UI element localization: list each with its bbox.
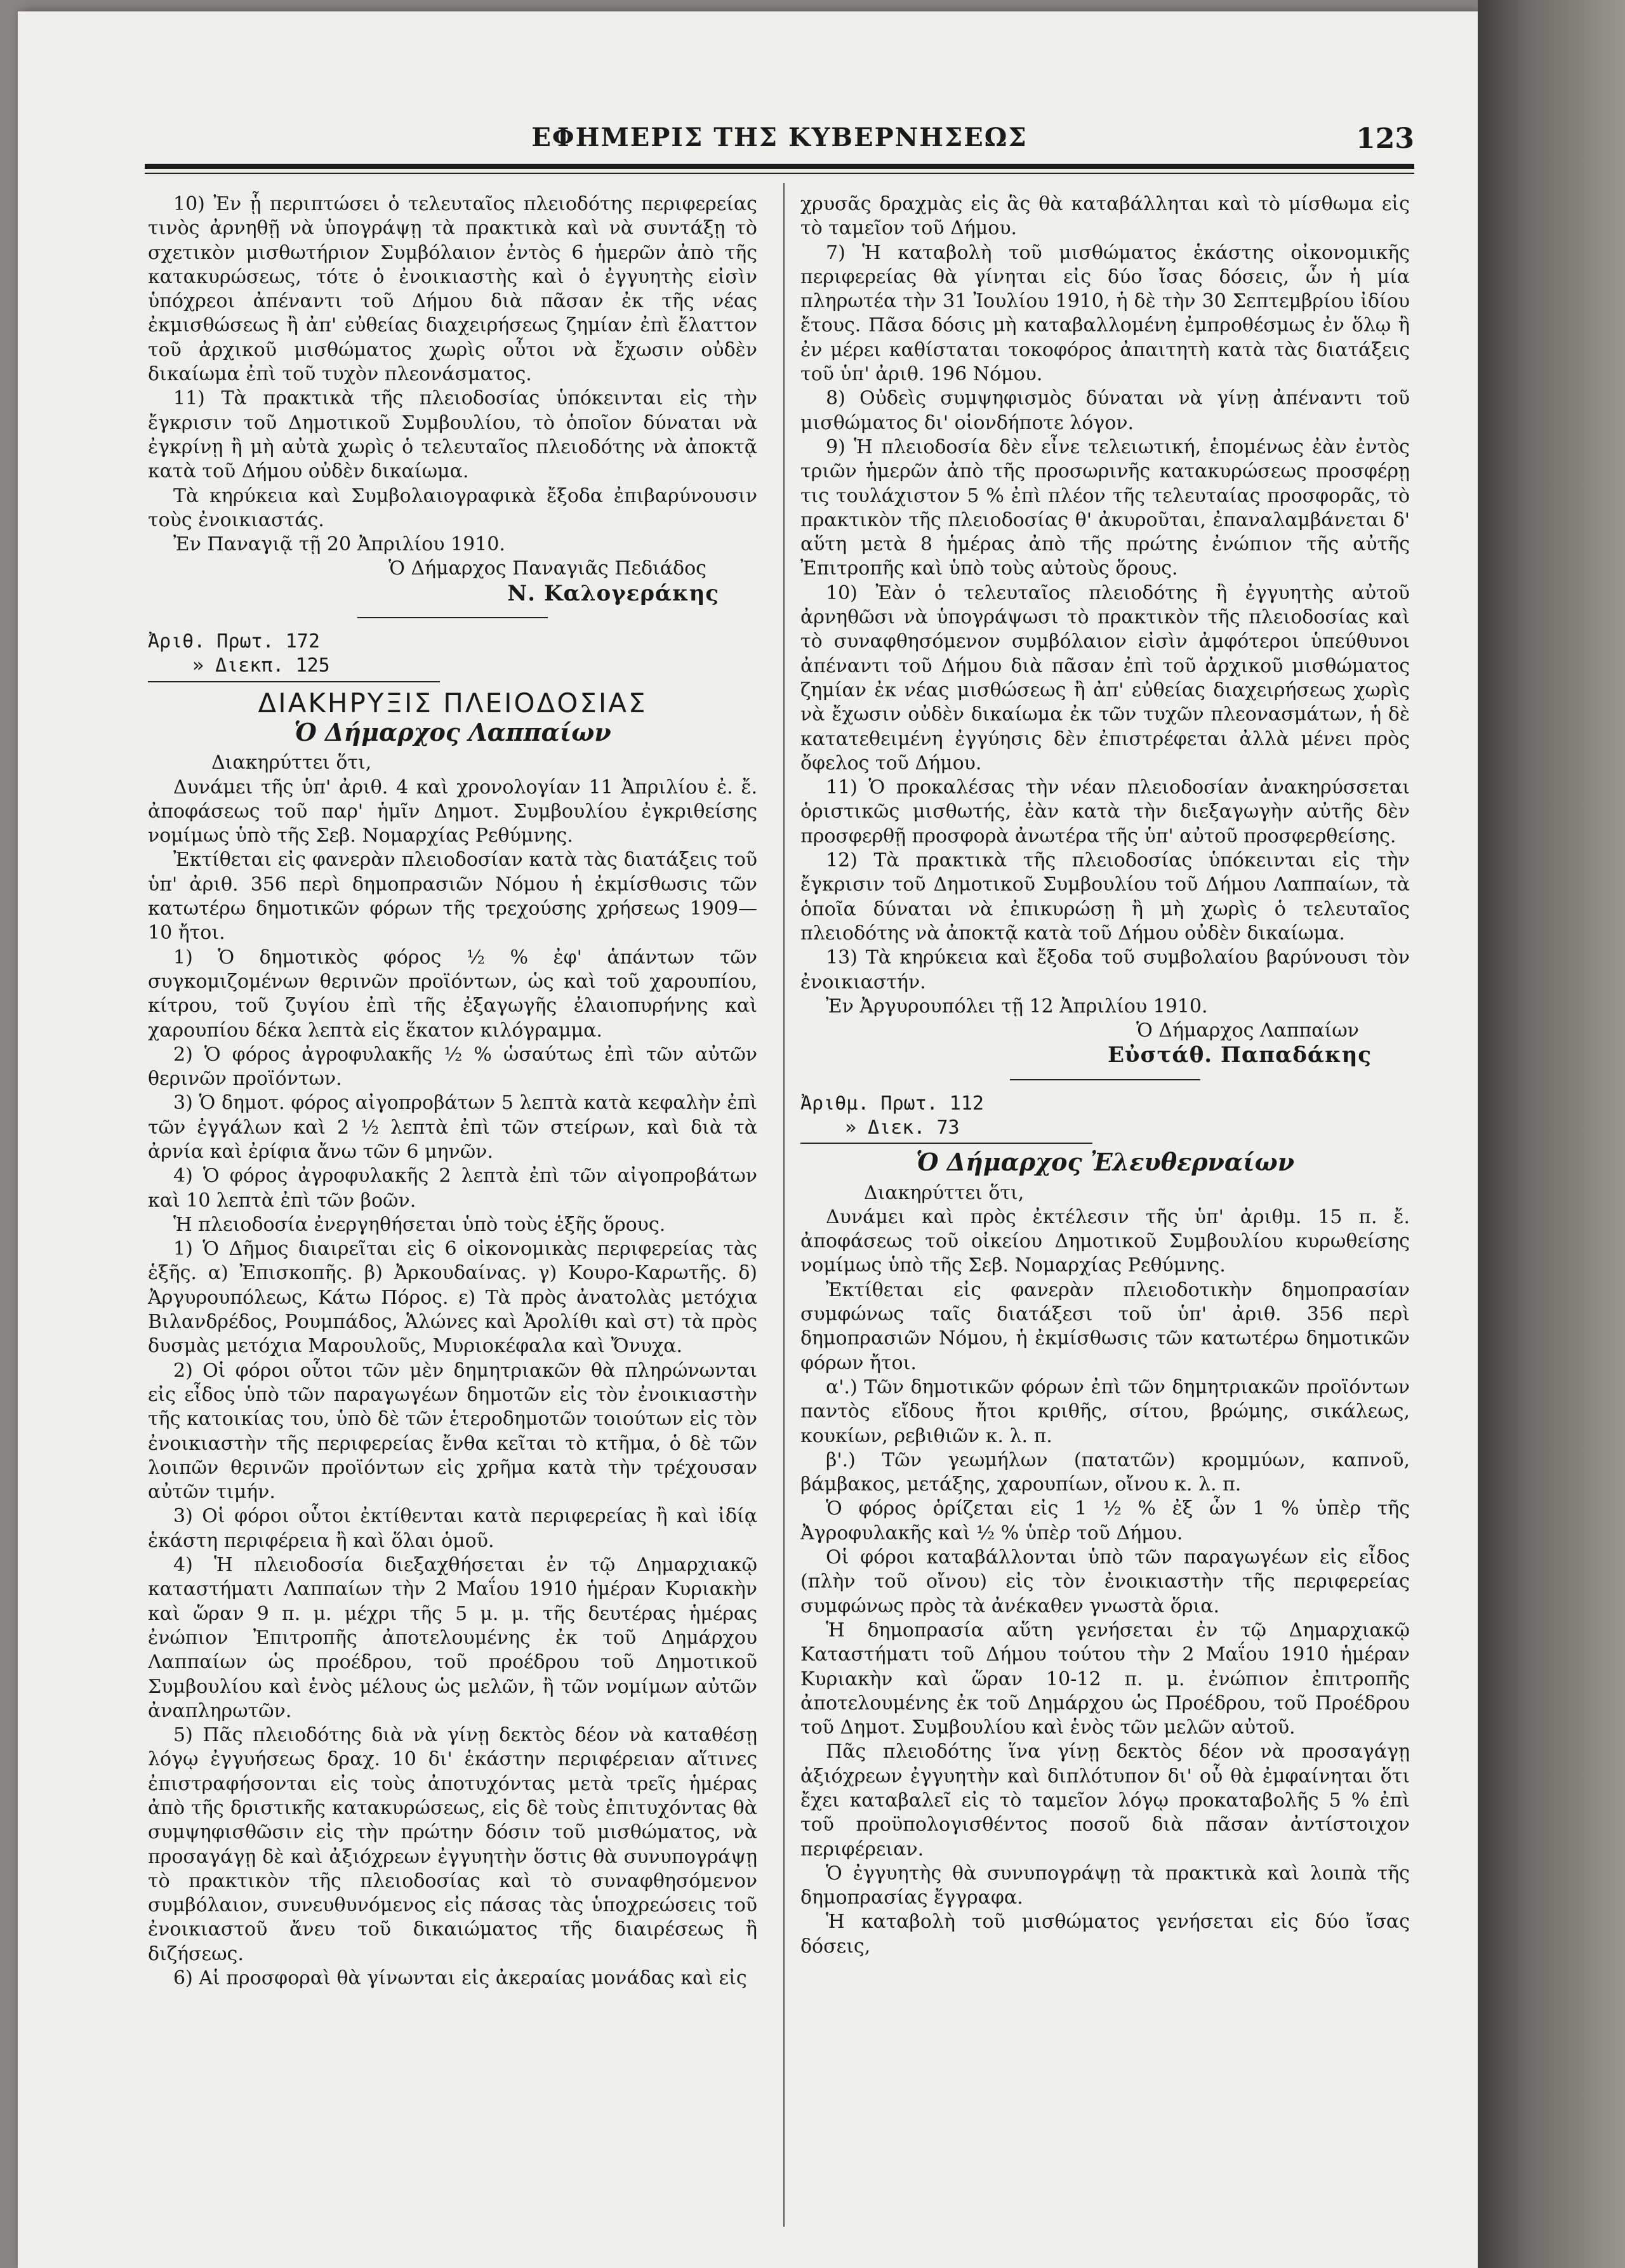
right-paragraph: Πᾶς πλειοδότης ἵνα γίνῃ δεκτὸς δέον νὰ προσαγάγῃ ἀξιόχρεων ἐγγυητὴν καὶ διπλότυπον δι' οὗ θὰ ἐμφαίνηται ὅτι ἔχει καταβαλεῖ εἰς τὸ ταμεῖον λόγῳ προκαταβολῆς 5 % ἐπὶ τοῦ προϋπολογισθέντος ποσοῦ διὰ πᾶσαν ἀντίστοιχον περιφέρειαν. [800,1741,1410,1860]
separator-rule [1010,1079,1200,1080]
header-rule-thin [145,173,1414,174]
separator-rule [357,617,548,618]
left-paragraph: Ἐκτίθεται εἰς φανερὰν πλειοδοσίαν κατὰ τὰς διατάξεις τοῦ ὑπ' ἀριθ. 356 περὶ δημοπρασιῶν Νόμου ἡ ἐκμίσθωσις τῶν κατωτέρω δημοτικῶν φόρων τῆς τρεχούσης χρήσεως 1909—10 ἤτοι. [148,849,757,945]
right-paragraph: 11) Ὁ προκαλέσας τὴν νέαν πλειοδοσίαν ἀνακηρύσσεται ὁριστικῶς μισθωτής, ἐὰν κατὰ τὴν διεξαγωγὴν αὐτῆς δὲν προσφερθῇ προσφορὰ ἀνωτέρα τῆς ὑπ' αὐτοῦ προσφερθείσης. [800,776,1410,847]
issuer-heading: Ὁ Δήμαρχος Λαππαίων [294,717,611,746]
newspaper-title: ΕΦΗΜΕΡΙΣ ΤΗΣ ΚΥΒΕΡΝΗΣΕΩΣ [531,123,1028,152]
right-paragraph: Ἐκτίθεται εἰς φανερὰν πλειοδοτικὴν δημοπρασίαν συμφώνως ταῖς διατάξεσι τοῦ ὑπ' ἀριθ. 356 περὶ δημοπρασιῶν Νόμου, ἡ ἐκμίσθωσις τῶν κατωτέρω δημοτικῶν φόρων ἤτοι. [800,1278,1410,1374]
left-column [148,192,757,1991]
signature-title: Ὁ Δήμαρχος Λαππαίων [1136,1019,1359,1042]
left-paragraph: 4) Ἡ πλειοδοσία διεξαχθήσεται ἐν τῷ Δημαρχιακῷ καταστήματι Λαππαίων τὴν 2 Μαΐου 1910 ἡμέραν Κυριακὴν καὶ ὥραν 9 π. μ. μέχρι τῆς 5 μ. μ. τῆς δευτέρας ἡμέρας ἐνώπιον Ἐπιτροπῆς ἀποτελουμένης ἐκ τοῦ Δημάρχου Λαππαίων ὡς προέδρου, τοῦ προέδρου τοῦ Δημοτικοῦ Συμβουλίου καὶ ἑνὸς μέλους ὡς μελῶν, ἢ τῶν νομίμων αὐτῶν ἀναπληρωτῶν. [148,1554,757,1722]
right-paragraph: 7) Ἡ καταβολὴ τοῦ μισθώματος ἑκάστης οἰκονομικῆς περιφερείας θὰ γίνηται εἰς δύο ἴσας δόσεις, ὧν ἡ μία πληρωτέα τὴν 31 Ἰουλίου 1910, ἡ δὲ τὴν 30 Σεπτεμβρίου ἰδίου ἔτους. Πᾶσα δόσις μὴ καταβαλλομένη ἐμπροθέσμως ἐν ὅλῳ ἢ ἐν μέρει καθίσταται τοκοφόρος ἀπαιτητὴ κατὰ τὰς διατάξεις τοῦ ὑπ' ἀριθ. 196 Νόμου. [800,241,1410,386]
newspaper-page [18,11,1478,2268]
protocol-sub-number: 73 [936,1116,960,1139]
signature-name: Εὐστάθ. Παπαδάκης [1107,1042,1372,1068]
declares-line: Διακηρύττει ὅτι, [211,752,372,774]
right-column [800,192,1410,1959]
left-paragraph: 6) Αἱ προσφοραὶ θὰ γίνωνται εἰς ἀκεραίας μονάδας καὶ εἰς [173,1967,747,1990]
left-paragraph: 2) Οἱ φόροι οὗτοι τῶν μὲν δημητριακῶν θὰ πληρώνωνται εἰς εἶδος ὑπὸ τῶν παραγωγέων δημοτῶν εἰς τὸν ἐνοικιαστὴν τῆς κατοικίας του, ὑπὸ δὲ τῶν ἑτεροδημοτῶν τοιούτων εἰς τὸν ἐνοικιαστὴν τῆς περιφερείας ἔνθα κεῖται τὸ κτῆμα, ὁ δὲ τῶν λοιπῶν θερινῶν προϊόντων εἰς χρῆμα κατὰ τὴν τρέχουσαν αὐτῶν τιμήν. [148,1359,757,1504]
left-paragraph: Τὰ κηρύκεια καὶ Συμβολαιογραφικὰ ἔξοδα ἐπιβαρύνουσιν τοὺς ἐνοικιαστάς. [148,484,757,531]
book-spine [1478,0,1625,2268]
left-paragraph: 1) Ὁ Δῆμος διαιρεῖται εἰς 6 οἰκονομικὰς περιφερείας τὰς ἑξῆς. α) Ἐπισκοπῆς. β) Ἀρκουδαίνας. γ) Κουρο-Καρωτῆς. δ) Ἀργυρουπόλεως, Κάτω Πόρος. ε) Τὰ πρὸς ἀνατολὰς μετόχια Βιλανδρέδος, Ρουμπάδος, Ἁλώνες καὶ Ἀρολίθι καὶ στ) τὰ πρὸς δυσμὰς μετόχια Μαρουλοῦς, Μυριοκέφαλα καὶ Ὄνυχα. [148,1238,757,1358]
protocol-sub-label: » Διεκπ. [192,654,284,677]
left-paragraph: 2) Ὁ φόρος ἀγροφυλακῆς ½ % ὡσαύτως ἐπὶ τῶν αὐτῶν θερινῶν προϊόντων. [148,1043,757,1091]
signature-name: Ν. Καλογεράκης [507,580,719,606]
right-paragraph: Ἡ δημοπρασία αὕτη γενήσεται ἐν τῷ Δημαρχιακῷ Καταστήματι τοῦ Δήμου τούτου τὴν 2 Μαΐου 1910 ἡμέραν Κυριακὴν καὶ ὥραν 10-12 π. μ. ἐνώπιον ἐπιτροπῆς ἀποτελουμένης ἐκ τοῦ Δημάρχου ὡς Προέδρου, τοῦ Προέδρου τοῦ Δημοτ. Συμβουλίου καὶ ἑνὸς τῶν μελῶν αὐτοῦ. [800,1619,1410,1739]
right-paragraph: 8) Οὐδεὶς συμψηφισμὸς δύναται νὰ γίνῃ ἀπέναντι τοῦ μισθώματος δι' οἱονδήποτε λόγον. [800,387,1410,434]
signature-title: Ὁ Δήμαρχος Παναγιᾶς Πεδιάδος [388,557,706,580]
place-date: Ἐν Παναγιᾷ τῇ 20 Ἀπριλίου 1910. [173,533,505,556]
page-number: 123 [1356,123,1414,155]
right-paragraph: 10) Ἐὰν ὁ τελευταῖος πλειοδότης ἢ ἐγγυητὴς αὐτοῦ ἀρνηθῶσι νὰ ὑπογράψωσι τὸ πρακτικὸν τῆς πλειοδοσίας καὶ τὸ συναφθησόμενον συμβόλαιον εἰσὶν ἀμφότεροι ὑπεύθυνοι ἀπέναντι τοῦ Δήμου διὰ πᾶσαν ἐπὶ τοῦ ἀρχικοῦ μισθώματος ζημίαν ἐκ νέας μισθώσεως ἢ ἀπ' εὐθείας διαχειρήσεως χωρὶς νὰ ἔχωσιν οὐδὲν δικαίωμα ἐκ τῶν τυχῶν πλεονασμάτων, ἡ δὲ κατατεθειμένη ἐγγύησις δὲν ἐπιστρέφεται ἀλλὰ μένει πρὸς ὄφελος τοῦ Δήμου. [800,581,1410,774]
left-paragraph: 10) Ἐν ᾗ περιπτώσει ὁ τελευταῖος πλειοδότης περιφερείας τινὸς ἀρνηθῇ νὰ ὑπογράψῃ τὰ πρακτικὰ καὶ νὰ συντάξῃ τὸ σχετικὸν μισθωτήριον Συμβόλαιον ἐντὸς 6 ἡμερῶν ἀπὸ τῆς κατακυρώσεως, τότε ὁ ἐνοικιαστὴς καὶ ὁ ἐγγυητὴς εἰσὶν ὑπόχρεοι ἀπέναντι τοῦ Δήμου διὰ πᾶσαν ἐκ τῆς νέας ἐκμισθώσεως ἢ ἀπ' εὐθείας διαχειρήσεως ζημίαν ἐπὶ ἔλαττον τοῦ ἀρχικοῦ μισθώματος χωρὶς οὗτοι νὰ ἔχωσιν οὐδὲν δικαίωμα ἐπὶ τοῦ τυχὸν πλεονάσματος. [148,193,757,386]
right-paragraph: Οἱ φόροι καταβάλλονται ὑπὸ τῶν παραγωγέων εἰς εἶδος (πλὴν τοῦ οἴνου) εἰς τὸν ἐνοικιαστὴν τῆς περιφερείας συμφώνως πρὸς τὰ ἀνέκαθεν γνωστὰ ὅρια. [800,1546,1410,1617]
protocol-sub [148,654,757,678]
left-paragraph: 11) Τὰ πρακτικὰ τῆς πλειοδοσίας ὑπόκεινται εἰς τὴν ἔγκρισιν τοῦ Δημοτικοῦ Συμβουλίου, τὸ ὁποῖον δύναται νὰ ἐγκρίνῃ ἢ μὴ αὐτὰ χωρὶς ὁ τελευταῖος πλειοδότης νὰ ἀποκτᾷ κατὰ τοῦ Δήμου οὐδὲν δικαίωμα. [148,387,757,483]
running-head [145,123,1414,161]
declares-line: Διακηρύττει ὅτι, [864,1181,1025,1204]
protocol-rule [148,681,440,682]
left-paragraph: 4) Ὁ φόρος ἀγροφυλακῆς 2 λεπτὰ ἐπὶ τῶν αἰγοπροβάτων καὶ 10 λεπτὰ ἐπὶ τῶν βοῶν. [148,1165,757,1212]
left-paragraph: 5) Πᾶς πλειοδότης διὰ νὰ γίνῃ δεκτὸς δέον νὰ καταθέσῃ λόγῳ ἐγγυήσεως δραχ. 10 δι' ἑκάστην περιφέρειαν αἵτινες ἐπιστραφήσονται εἰς τοὺς ἀποτυχόντας μετὰ τρεῖς ἡμέρας ἀπὸ τῆς δριστικῆς κατακυρώσεως, εἰς δὲ τοὺς ἐπιτυχόντας θὰ συμψηφισθῶσιν εἰς τὴν πρώτην δόσιν τοῦ μισθώματος, νὰ προσαγάγῃ δὲ καὶ ἀξιόχρεων ἐγγυητὴν ὅστις θὰ συνυπογράψῃ τὸ πρακτικὸν τῆς πλειοδοσίας καὶ τὸ συναφθησόμενον συμβόλαιον, συνευθυνόμενος εἰς πάσας τὰς ὑποχρεώσεις τοῦ ἐνοικιαστοῦ ἄνευ τοῦ δικαιώματος τῆς διαιρέσεως ἢ διζήσεως. [148,1724,757,1965]
right-paragraph: 9) Ἡ πλειοδοσία δὲν εἶνε τελειωτική, ἑπομένως ἐὰν ἐντὸς τριῶν ἡμερῶν ἀπὸ τῆς προσωρινῆς κατακυρώσεως προσφέρῃ τις τουλάχιστον 5 % ἐπὶ πλέον τῆς τελευταίας προσφορᾶς, τὸ πρακτικὸν τῆς πλειοδοσίας θ' ἀκυροῦται, ἐπαναλαμβάνεται δ' αὕτη μετὰ 8 ἡμέρας ἀπὸ τῆς πρώτης ἐνώπιον τῆς αὐτῆς Ἐπιτροπῆς καὶ ὑπὸ τοὺς αὐτοὺς ὅρους. [800,435,1410,580]
protocol-number: Ἀριθ. Πρωτ. 172 [148,630,320,653]
protocol-rule [800,1143,1092,1144]
right-paragraph: Ὁ φόρος ὁρίζεται εἰς 1 ½ % ἐξ ὧν 1 % ὑπὲρ τῆς Ἀγροφυλακῆς καὶ ½ % ὑπὲρ τοῦ Δήμου. [800,1497,1410,1544]
left-paragraph: Ἡ πλειοδοσία ἐνεργηθήσεται ὑπὸ τοὺς ἑξῆς ὅρους. [173,1213,666,1236]
right-paragraph: β'.) Τῶν γεωμήλων (πατατῶν) κρομμύων, καπνοῦ, βάμβακος, μετάξης, χαρουπίων, οἴνου κ. λ. π. [800,1449,1410,1496]
left-paragraph: 3) Οἱ φόροι οὗτοι ἐκτίθενται κατὰ περιφερείας ἢ καὶ ἰδίᾳ ἑκάστη περιφέρεια ἢ καὶ ὅλαι ὁμοῦ. [148,1505,757,1552]
issuer-heading: Ὁ Δήμαρχος Ἐλευθερναίων [915,1148,1295,1177]
right-paragraph: α'.) Τῶν δημοτικῶν φόρων ἐπὶ τῶν δημητριακῶν προϊόντων παντὸς εἴδους ἤτοι κριθῆς, σίτου, βρώμης, σικάλεως, κουκίων, ρεβιθιῶν κ. λ. π. [800,1376,1410,1447]
right-paragraph: Ἡ καταβολὴ τοῦ μισθώματος γενήσεται εἰς δύο ἴσας δόσεις, [800,1911,1410,1958]
left-paragraph: 3) Ὁ δημοτ. φόρος αἰγοπροβάτων 5 λεπτὰ κατὰ κεφαλὴν ἐπὶ τῶν ἐγγάλων καὶ 2 ½ λεπτὰ ἐπὶ τῶν στείρων, καὶ διὰ τὰ ἀρνία καὶ ἐρίφια ἄνω τῶν 6 μηνῶν. [148,1092,757,1163]
protocol-number: Ἀριθμ. Πρωτ. 112 [800,1092,984,1115]
right-paragraph: χρυσᾶς δραχμὰς εἰς ἃς θὰ καταβάλληται καὶ τὸ μίσθωμα εἰς τὸ ταμεῖον τοῦ Δήμου. [800,193,1410,240]
right-paragraph: 12) Τὰ πρακτικὰ τῆς πλειοδοσίας ὑπόκεινται εἰς τὴν ἔγκρισιν τοῦ Δημοτικοῦ Συμβουλίου τοῦ Δήμου Λαππαίων, τὰ ὁποῖα δύναται νὰ ἐπικυρώσῃ ἢ μὴ χωρὶς ὁ τελευταῖος πλειοδότης νὰ ἀποκτᾷ κατὰ τοῦ Δήμου οὐδὲν δικαίωμα. [800,849,1410,945]
right-paragraph: 13) Τὰ κηρύκεια καὶ ἔξοδα τοῦ συμβολαίου βαρύνουσι τὸν ἐνοικιαστήν. [800,946,1410,993]
left-paragraph: Δυνάμει τῆς ὑπ' ἀριθ. 4 καὶ χρονολογίαν 11 Ἀπριλίου ἐ. ἔ. ἀποφάσεως τοῦ παρ' ἡμῖν Δημοτ. Συμβουλίου ἐγκριθείσης νομίμως ὑπὸ τῆς Σεβ. Νομαρχίας Ρεθύμνης. [148,776,757,847]
left-paragraph: 1) Ὁ δημοτικὸς φόρος ½ % ἐφ' ἁπάντων τῶν συγκομιζομένων θερινῶν προϊόντων, ὡς καὶ τοῦ χαρουπίου, κίτρου, τοῦ ζυγίου ἐπὶ τῆς ἐξαγωγῆς ἐλαιοπυρήνης καὶ χαρουπίου δέκα λεπτὰ εἰς ἕκατον κιλόγραμμα. [148,946,757,1042]
header-rule-thick [145,164,1414,169]
protocol-sub-number: 125 [295,654,330,677]
right-paragraph: Ὁ ἐγγυητὴς θὰ συνυπογράψῃ τὰ πρακτικὰ καὶ λοιπὰ τῆς δημοπρασίας ἔγγραφα. [800,1862,1410,1909]
right-paragraph: Δυνάμει καὶ πρὸς ἐκτέλεσιν τῆς ὑπ' ἀριθμ. 15 π. ἔ. ἀποφάσεως τοῦ οἰκείου Δημοτικοῦ Συμβουλίου κυρωθείσης νομίμως ὑπὸ τῆς Σεβ. Νομαρχίας Ρεθύμνης. [800,1205,1410,1277]
place-date: Ἐν Ἀργυρουπόλει τῇ 12 Ἀπριλίου 1910. [826,995,1208,1018]
protocol-sub [800,1116,1410,1140]
section-title: ΔΙΑΚΗΡΥΞΙΣ ΠΛΕΙΟΔΟΣΙΑΣ [258,687,647,719]
column-divider [783,183,785,2227]
protocol-sub-label: » Διεκ. [845,1116,925,1139]
